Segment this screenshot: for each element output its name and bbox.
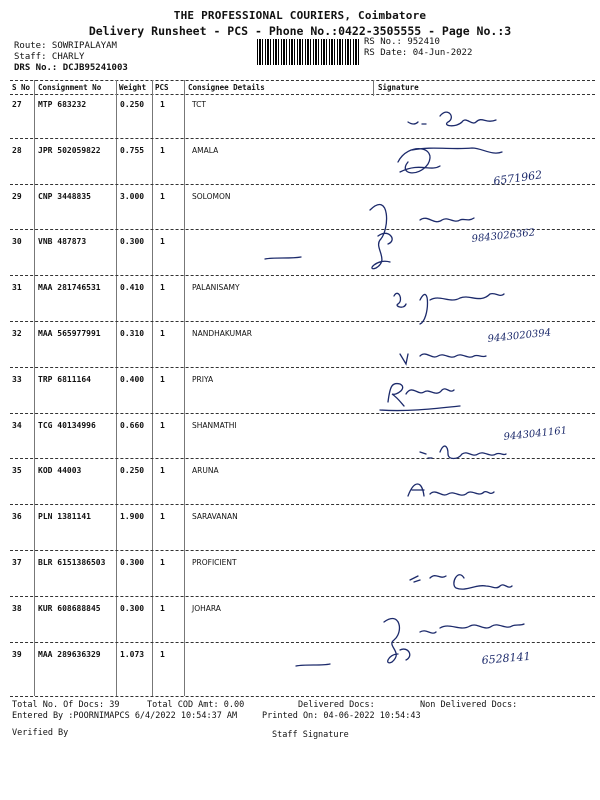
consignment-cell: TCG 40134996: [38, 420, 96, 430]
consignee-name: JOHARA: [192, 603, 221, 613]
sno-cell: 29: [12, 191, 22, 201]
row-divider: [10, 413, 595, 414]
pcs-cell: 1: [160, 420, 165, 430]
sno-cell: 35: [12, 466, 22, 476]
sno-cell: 37: [12, 558, 22, 567]
pcs-cell: 1: [160, 374, 165, 384]
consignee-name: PRIYA: [192, 374, 214, 384]
pcs-cell: 1: [160, 100, 165, 109]
table-row: [10, 417, 595, 461]
sno-cell: 31: [12, 283, 22, 293]
handwritten-phone: 9443041161: [503, 425, 568, 443]
total-cod: Total COD Amt: 0.00: [147, 700, 245, 710]
table-row: [10, 188, 595, 232]
table-row: [10, 646, 595, 690]
table-row: [10, 279, 595, 323]
pcs-cell: 1: [160, 466, 165, 476]
row-divider: [10, 321, 595, 322]
sno-cell: 33: [12, 374, 22, 384]
row-divider: [10, 138, 595, 139]
consignment-cell: MAA 565977991: [38, 329, 101, 338]
table-row: [10, 96, 595, 140]
consignee-name: SOLOMON: [192, 191, 231, 201]
consignee-name: TCT: [192, 100, 206, 109]
col-header-consignment: Consignment No: [38, 83, 102, 92]
pcs-cell: 1: [160, 237, 165, 247]
handwritten-phone: 9443020394: [487, 327, 552, 345]
weight-cell: 0.300: [120, 558, 145, 567]
table-row: [10, 508, 595, 552]
weight-cell: 0.250: [120, 100, 145, 109]
table-row: [10, 462, 595, 506]
handwritten-phone: 6528141: [481, 649, 532, 667]
row-divider: [10, 184, 595, 185]
weight-cell: 1.073: [120, 649, 145, 659]
row-divider: [10, 550, 595, 551]
row-divider: [10, 458, 595, 459]
pcs-cell: 1: [160, 558, 165, 567]
pcs-cell: 1: [160, 603, 165, 613]
route-label: Route: SOWRIPALAYAM: [14, 41, 117, 51]
non-delivered-docs: Non Delivered Docs:: [420, 700, 518, 710]
table-bottom-rule: [10, 696, 595, 697]
weight-cell: 0.660: [120, 420, 145, 430]
row-divider: [10, 275, 595, 276]
pcs-cell: 1: [160, 512, 165, 522]
total-docs: Total No. Of Docs: 39: [12, 700, 120, 710]
col-header-weight: Weight: [119, 83, 147, 92]
delivered-docs: Delivered Docs:: [298, 700, 375, 710]
entered-by: Entered By :POORNIMAPCS 6/4/2022 10:54:37 AM: [12, 711, 238, 721]
consignment-cell: VNB 487873: [38, 237, 87, 247]
weight-cell: 0.310: [120, 329, 145, 338]
consignment-cell: MAA 281746531: [38, 283, 101, 293]
weight-cell: 0.300: [120, 237, 145, 247]
consignment-cell: KOD 44003: [38, 466, 82, 476]
staff-label: Staff: CHARLY: [14, 52, 85, 62]
consignee-name: SHANMATHI: [192, 420, 237, 430]
pcs-cell: 1: [160, 283, 165, 293]
pcs-cell: 1: [160, 329, 165, 338]
col-divider: [373, 80, 374, 96]
company-title: THE PROFESSIONAL COURIERS, Coimbatore: [173, 9, 427, 22]
barcode: [257, 39, 359, 65]
sno-cell: 28: [12, 145, 22, 155]
pcs-cell: 1: [160, 649, 165, 659]
sno-cell: 27: [12, 100, 22, 109]
consignee-name: ARUNA: [192, 466, 219, 476]
sno-cell: 39: [12, 649, 22, 659]
consignment-cell: MAA 289636329: [38, 649, 101, 659]
rs-number: RS No.: 952410: [364, 37, 440, 47]
col-header-signature: Signature: [378, 83, 419, 92]
pcs-cell: 1: [160, 145, 165, 155]
sno-cell: 38: [12, 603, 22, 613]
col-header-details: Consignee Details: [188, 83, 265, 92]
consignee-name: AMALA: [192, 145, 219, 155]
weight-cell: 3.000: [120, 191, 145, 201]
header-top-rule: [10, 80, 595, 81]
staff-signature: Staff Signature: [272, 730, 349, 740]
table-row: [10, 600, 595, 644]
header-bottom-rule: [10, 94, 595, 95]
printed-on: Printed On: 04-06-2022 10:54:43: [262, 711, 421, 721]
consignment-cell: JPR 502059822: [38, 145, 101, 155]
weight-cell: 0.400: [120, 374, 145, 384]
consignee-name: NANDHAKUMAR: [192, 329, 252, 338]
table-row: [10, 554, 595, 598]
consignee-name: PALANISAMY: [192, 283, 240, 293]
col-header-sno: S No: [12, 83, 31, 92]
weight-cell: 1.900: [120, 512, 145, 522]
handwritten-phone: 6571962: [492, 168, 543, 188]
table-row: [10, 142, 595, 186]
row-divider: [10, 229, 595, 230]
consignee-name: PROFICIENT: [192, 558, 237, 567]
verified-by: Verified By: [12, 728, 69, 738]
table-row: [10, 233, 595, 277]
weight-cell: 0.250: [120, 466, 145, 476]
runsheet-title: Delivery Runsheet - PCS - Phone No.:0422-3505555 - Page No.:3: [88, 24, 512, 38]
sno-cell: 30: [12, 237, 22, 247]
sno-cell: 34: [12, 420, 22, 430]
weight-cell: 0.410: [120, 283, 145, 293]
rs-date: RS Date: 04-Jun-2022: [364, 48, 473, 58]
consignment-cell: MTP 683232: [38, 100, 87, 109]
consignment-cell: CNP 3448835: [38, 191, 91, 201]
table-row: [10, 371, 595, 415]
consignment-cell: PLN 1381141: [38, 512, 91, 522]
row-divider: [10, 367, 595, 368]
consignee-name: SARAVANAN: [192, 512, 238, 522]
sno-cell: 36: [12, 512, 22, 522]
row-divider: [10, 596, 595, 597]
consignment-cell: BLR 6151386503: [38, 558, 106, 567]
row-divider: [10, 504, 595, 505]
consignment-cell: KUR 608688845: [38, 603, 101, 613]
weight-cell: 0.300: [120, 603, 145, 613]
consignment-cell: TRP 6811164: [38, 374, 91, 384]
handwritten-phone: 9843026362: [471, 227, 536, 245]
pcs-cell: 1: [160, 191, 165, 201]
sno-cell: 32: [12, 329, 22, 338]
row-divider: [10, 642, 595, 643]
weight-cell: 0.755: [120, 145, 145, 155]
drs-number: DRS No.: DCJB95241003: [14, 63, 128, 73]
col-header-pcs: PCS: [155, 83, 169, 92]
table-row: [10, 325, 595, 369]
